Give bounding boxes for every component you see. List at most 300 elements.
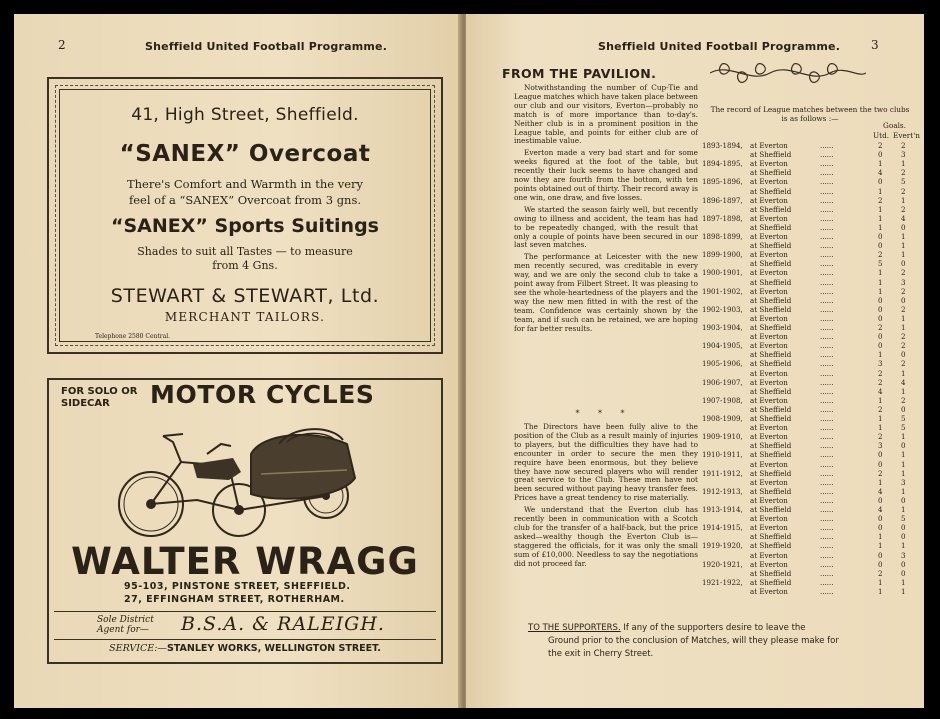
- everton-goals-cell: 2: [901, 286, 906, 296]
- dots-cell: ......: [820, 195, 834, 205]
- utd-goals-cell: 2: [878, 377, 883, 387]
- service-text: STANLEY WORKS, WELLINGTON STREET.: [166, 643, 381, 654]
- dots-cell: ......: [820, 277, 834, 287]
- paragraph-2: Everton made a very bad start and for some weeks figured at the foot of the table, but recently their luck seems to have changed and now they are fourth from the bottom, with ten points obtained out of thirty. Their record away is one win, one draw, and five losses.: [514, 148, 698, 202]
- venue-cell: at Everton: [750, 395, 788, 405]
- paragraph-6: We understand that the Everton club has recently been in communication with a Scotch club for the transfer of a half-back, but the price asked—wealthy though the Everton Club is—staggered the officials, for it was only the small sum of £10,000. Needless to say the negotiations did not proceed far.: [514, 505, 698, 568]
- dots-cell: ......: [820, 559, 834, 569]
- table-row: [702, 460, 917, 469]
- everton-header: Evert'n: [893, 131, 920, 140]
- venue-cell: at Everton: [750, 177, 788, 187]
- venue-cell: at Everton: [750, 232, 788, 241]
- paragraph-3: We started the season fairly well, but recently owing to illness and accident, the team has had to be repeatedly changed, with the result that only a couple of points have been secured in our last seven matches.: [514, 204, 698, 250]
- utd-goals-cell: 2: [878, 468, 883, 478]
- table-row: [702, 487, 917, 496]
- season-cell: 1894-1895,: [702, 159, 743, 169]
- motorcycle-sidecar-illustration: [111, 414, 371, 542]
- table-row: [702, 514, 917, 523]
- everton-goals-cell: 0: [901, 295, 906, 305]
- everton-goals-cell: 2: [901, 341, 906, 351]
- table-row: [702, 423, 917, 432]
- dots-cell: ......: [820, 450, 834, 460]
- everton-goals-cell: 5: [901, 414, 906, 423]
- dots-cell: ......: [820, 250, 834, 260]
- venue-cell: at Sheffield: [750, 323, 792, 332]
- utd-goals-cell: 2: [878, 323, 883, 332]
- venue-cell: at Everton: [750, 495, 788, 505]
- venue-cell: at Sheffield: [750, 450, 792, 460]
- everton-goals-cell: 1: [901, 323, 906, 332]
- paragraph-5: The Directors have been fully alive to the position of the Club as a result mainly of injuries to players, but the difficulties they have had to encounter in order to secure the men they require have been enormous, but they believe they have now secured players who will render great service to the Club. These men have not been secured without paying heavy transfer fees. Prices have a great tendency to rise materially.: [514, 422, 698, 503]
- table-row: [702, 332, 917, 341]
- everton-goals-cell: 0: [901, 559, 906, 569]
- table-row: [702, 587, 917, 596]
- dots-cell: ......: [820, 505, 834, 514]
- table-row: [702, 532, 917, 541]
- utd-goals-cell: 2: [878, 368, 883, 378]
- venue-cell: at Everton: [750, 341, 788, 351]
- table-row: [702, 523, 917, 532]
- venue-cell: at Everton: [750, 586, 788, 596]
- dots-cell: ......: [820, 150, 834, 160]
- season-cell: 1897-1898,: [702, 213, 743, 223]
- table-row: [702, 205, 917, 214]
- venue-cell: at Sheffield: [750, 304, 792, 314]
- season-cell: 1900-1901,: [702, 268, 743, 278]
- utd-goals-cell: 0: [878, 341, 883, 351]
- everton-goals-cell: 0: [901, 259, 906, 269]
- season-cell: 1906-1907,: [702, 377, 743, 387]
- everton-goals-cell: 1: [901, 368, 906, 378]
- dots-cell: ......: [820, 204, 834, 214]
- table-row: [702, 505, 917, 514]
- utd-goals-cell: 0: [878, 313, 883, 323]
- venue-cell: at Sheffield: [750, 295, 792, 305]
- shades-line-2: from 4 Gns.: [212, 259, 278, 272]
- table-row: [702, 378, 917, 387]
- table-row: [702, 296, 917, 305]
- everton-goals-cell: 1: [901, 468, 906, 478]
- utd-goals-cell: 1: [878, 186, 883, 196]
- table-row: [702, 569, 917, 578]
- table-row: [702, 469, 917, 478]
- everton-goals-cell: 2: [901, 186, 906, 196]
- venue-cell: at Sheffield: [750, 277, 792, 287]
- paragraph-4: The performance at Leicester with the new men recently secured, was creditable in every way, and we are only the second club to take a point away from Filbert Street. It was pleasing to see the whole-heartedness of the players and the way the new men fitted in with the rest of the team. Confidence was certainly shown by the team, and if such can be retained, we are hoping for far better results.: [514, 252, 698, 333]
- sanex-firm-name: STEWART & STEWART, Ltd.: [110, 285, 380, 307]
- utd-goals-cell: 1: [878, 586, 883, 596]
- utd-goals-cell: 0: [878, 332, 883, 342]
- everton-goals-cell: 1: [901, 232, 906, 241]
- supporters-notice: [528, 622, 908, 661]
- table-row: [702, 551, 917, 560]
- utd-goals-cell: 5: [878, 259, 883, 269]
- everton-goals-cell: 1: [901, 450, 906, 460]
- comfort-line-1: There's Comfort and Warmth in the very: [126, 177, 364, 191]
- dots-cell: ......: [820, 295, 834, 305]
- table-row: [702, 350, 917, 359]
- season-cell: 1914-1915,: [702, 523, 743, 533]
- utd-goals-cell: 0: [878, 177, 883, 187]
- season-cell: 1895-1896,: [702, 177, 743, 187]
- everton-goals-cell: 0: [901, 404, 906, 414]
- table-row: [702, 387, 917, 396]
- season-cell: 1908-1909,: [702, 414, 743, 423]
- dots-cell: ......: [820, 213, 834, 223]
- everton-goals-cell: 3: [901, 550, 906, 560]
- utd-goals-cell: 3: [878, 359, 883, 369]
- dots-cell: ......: [820, 568, 834, 578]
- season-cell: 1903-1904,: [702, 323, 743, 332]
- utd-goals-cell: 4: [878, 386, 883, 396]
- season-cell: 1912-1913,: [702, 486, 743, 496]
- season-cell: 1893-1894,: [702, 141, 743, 150]
- page-number-left: 2: [58, 38, 66, 52]
- venue-cell: at Sheffield: [750, 359, 792, 369]
- dots-cell: ......: [820, 541, 834, 551]
- dots-cell: ......: [820, 259, 834, 269]
- utd-goals-cell: 2: [878, 432, 883, 442]
- sanex-comfort-text: [49, 176, 441, 208]
- utd-goals-cell: 2: [878, 404, 883, 414]
- leaf-ornament-icon: [710, 60, 866, 86]
- paragraph-1: Notwithstanding the number of Cup-Tie and League matches which have taken place between our club and our visitors, Everton—probably no match is of more importance than to-day's. Neither club is in a prominent position in the League table, and points for either club are of inestimable value.: [514, 83, 698, 146]
- service-label: SERVICE:—: [109, 643, 167, 654]
- shades-line-1: Shades to suit all Tastes — to measure: [137, 245, 353, 258]
- venue-cell: at Everton: [750, 141, 788, 150]
- table-row: [702, 441, 917, 450]
- utd-goals-cell: 1: [878, 222, 883, 232]
- everton-goals-cell: 5: [901, 177, 906, 187]
- season-cell: 1905-1906,: [702, 359, 743, 369]
- dots-cell: ......: [820, 159, 834, 169]
- season-cell: 1899-1900,: [702, 250, 743, 260]
- dots-cell: ......: [820, 232, 834, 241]
- utd-goals-cell: 1: [878, 541, 883, 551]
- season-cell: 1907-1908,: [702, 395, 743, 405]
- dots-cell: ......: [820, 368, 834, 378]
- dots-cell: ......: [820, 577, 834, 587]
- solo-sidecar-text: [61, 386, 137, 410]
- venue-cell: at Sheffield: [750, 505, 792, 514]
- sanex-telephone: Telephone 2580 Central.: [95, 333, 171, 340]
- venue-cell: at Everton: [750, 268, 788, 278]
- record-caption: The record of League matches between the two clubs is as follows :—: [710, 105, 910, 123]
- utd-goals-cell: 1: [878, 477, 883, 487]
- dots-cell: ......: [820, 550, 834, 560]
- utd-goals-cell: 1: [878, 414, 883, 423]
- table-row: [702, 141, 917, 150]
- table-row: [702, 150, 917, 159]
- table-row: [702, 287, 917, 296]
- venue-cell: at Sheffield: [750, 441, 792, 451]
- utd-goals-cell: 0: [878, 514, 883, 524]
- table-row: [702, 323, 917, 332]
- table-row: [702, 232, 917, 241]
- everton-goals-cell: 1: [901, 432, 906, 442]
- everton-goals-cell: 2: [901, 141, 906, 150]
- dots-cell: ......: [820, 286, 834, 296]
- venue-cell: at Sheffield: [750, 350, 792, 360]
- utd-goals-cell: 1: [878, 286, 883, 296]
- motor-advert: [47, 378, 443, 664]
- utd-goals-cell: 1: [878, 159, 883, 169]
- table-row: [702, 196, 917, 205]
- table-row: [702, 177, 917, 186]
- utd-goals-cell: 0: [878, 559, 883, 569]
- dots-cell: ......: [820, 313, 834, 323]
- dots-cell: ......: [820, 359, 834, 369]
- utd-goals-cell: 0: [878, 523, 883, 533]
- season-cell: 1902-1903,: [702, 304, 743, 314]
- service-line: [49, 643, 441, 654]
- dots-cell: ......: [820, 268, 834, 278]
- comfort-line-2: feel of a “SANEX” Overcoat from 3 gns.: [128, 193, 362, 207]
- table-row: [702, 369, 917, 378]
- utd-goals-cell: 1: [878, 350, 883, 360]
- dots-cell: ......: [820, 350, 834, 360]
- venue-cell: at Everton: [750, 286, 788, 296]
- season-cell: 1910-1911,: [702, 450, 743, 460]
- everton-goals-cell: 0: [901, 222, 906, 232]
- table-row: [702, 187, 917, 196]
- table-row: [702, 223, 917, 232]
- venue-cell: at Sheffield: [750, 241, 792, 251]
- supporters-label: TO THE SUPPORTERS.: [528, 623, 621, 633]
- dots-cell: ......: [820, 514, 834, 524]
- venue-cell: at Sheffield: [750, 386, 792, 396]
- dots-cell: ......: [820, 141, 834, 150]
- motor-addresses: [124, 580, 351, 606]
- solo-line-2: SIDECAR: [61, 398, 110, 409]
- sanex-advert: [47, 77, 443, 354]
- supporters-line-1: If any of the supporters desire to leave the: [623, 623, 806, 633]
- everton-goals-cell: 0: [901, 568, 906, 578]
- dots-cell: ......: [820, 395, 834, 405]
- table-row: [702, 259, 917, 268]
- dots-cell: ......: [820, 186, 834, 196]
- everton-goals-cell: 5: [901, 514, 906, 524]
- supporters-line-3: the exit in Cherry Street.: [548, 649, 654, 659]
- article-column-2: [514, 423, 698, 569]
- venue-cell: at Everton: [750, 432, 788, 442]
- table-row: [702, 359, 917, 368]
- sanex-address: 41, High Street, Sheffield.: [131, 105, 359, 125]
- table-row: [702, 450, 917, 459]
- everton-goals-cell: 3: [901, 277, 906, 287]
- venue-cell: at Everton: [750, 514, 788, 524]
- dots-cell: ......: [820, 495, 834, 505]
- utd-goals-cell: 1: [878, 395, 883, 405]
- everton-goals-cell: 1: [901, 505, 906, 514]
- utd-goals-cell: 2: [878, 195, 883, 205]
- table-row: [702, 214, 917, 223]
- table-row: [702, 278, 917, 287]
- utd-goals-cell: 0: [878, 459, 883, 469]
- section-separator: * * *: [575, 409, 633, 418]
- everton-goals-cell: 1: [901, 313, 906, 323]
- everton-goals-cell: 2: [901, 395, 906, 405]
- table-row: [702, 478, 917, 487]
- supporters-line-2: Ground prior to the conclusion of Matches, will they please make for: [548, 636, 839, 646]
- venue-cell: at Everton: [750, 213, 788, 223]
- everton-goals-cell: 0: [901, 532, 906, 542]
- running-header-right: Sheffield United Football Programme.: [598, 40, 841, 53]
- everton-goals-cell: 3: [901, 150, 906, 160]
- dots-cell: ......: [820, 241, 834, 251]
- season-cell: 1896-1897,: [702, 195, 743, 205]
- venue-cell: at Everton: [750, 523, 788, 533]
- dots-cell: ......: [820, 441, 834, 451]
- everton-goals-cell: 1: [901, 577, 906, 587]
- utd-header: Utd.: [873, 131, 890, 140]
- everton-goals-cell: 1: [901, 586, 906, 596]
- table-row: [702, 541, 917, 550]
- sole-agent-label: [97, 615, 154, 635]
- everton-goals-cell: 0: [901, 495, 906, 505]
- dots-cell: ......: [820, 177, 834, 187]
- utd-goals-cell: 1: [878, 268, 883, 278]
- utd-goals-cell: 3: [878, 441, 883, 451]
- utd-goals-cell: 0: [878, 150, 883, 160]
- sanex-trade: MERCHANT TAILORS.: [164, 310, 326, 324]
- pavilion-title: FROM THE PAVILION.: [502, 66, 657, 81]
- utd-goals-cell: 2: [878, 250, 883, 260]
- running-header-left: Sheffield United Football Programme.: [145, 40, 388, 53]
- venue-cell: at Sheffield: [750, 468, 792, 478]
- dots-cell: ......: [820, 432, 834, 442]
- walter-wragg-name: WALTER WRAGG: [71, 540, 419, 583]
- left-page: [14, 14, 462, 708]
- sole-agent-block: [54, 611, 436, 640]
- venue-cell: at Everton: [750, 377, 788, 387]
- sole-line-1: Sole District: [97, 615, 154, 625]
- venue-cell: at Sheffield: [750, 259, 792, 269]
- dots-cell: ......: [820, 523, 834, 533]
- everton-goals-cell: 1: [901, 159, 906, 169]
- venue-cell: at Sheffield: [750, 404, 792, 414]
- table-row: [702, 314, 917, 323]
- everton-goals-cell: 2: [901, 332, 906, 342]
- venue-cell: at Everton: [750, 459, 788, 469]
- address-line-1: 95-103, PINSTONE STREET, SHEFFIELD.: [124, 581, 351, 592]
- utd-goals-cell: 0: [878, 450, 883, 460]
- table-row: [702, 560, 917, 569]
- venue-cell: at Sheffield: [750, 541, 792, 551]
- venue-cell: at Sheffield: [750, 414, 792, 423]
- venue-cell: at Everton: [750, 332, 788, 342]
- venue-cell: at Everton: [750, 195, 788, 205]
- utd-goals-cell: 0: [878, 232, 883, 241]
- dots-cell: ......: [820, 486, 834, 496]
- utd-goals-cell: 0: [878, 495, 883, 505]
- sanex-suitings-heading: “SANEX” Sports Suitings: [111, 215, 379, 237]
- dots-cell: ......: [820, 459, 834, 469]
- table-row: [702, 578, 917, 587]
- everton-goals-cell: 2: [901, 304, 906, 314]
- dots-cell: ......: [820, 222, 834, 232]
- utd-goals-cell: 0: [878, 241, 883, 251]
- utd-goals-cell: 2: [878, 568, 883, 578]
- utd-goals-cell: 1: [878, 577, 883, 587]
- dots-cell: ......: [820, 304, 834, 314]
- utd-goals-cell: 1: [878, 532, 883, 542]
- season-cell: 1909-1910,: [702, 432, 743, 442]
- goals-header: Goals.: [883, 121, 906, 130]
- utd-goals-cell: 1: [878, 213, 883, 223]
- venue-cell: at Everton: [750, 559, 788, 569]
- everton-goals-cell: 4: [901, 213, 906, 223]
- everton-goals-cell: 3: [901, 477, 906, 487]
- table-row: [702, 432, 917, 441]
- season-cell: 1920-1921,: [702, 559, 743, 569]
- venue-cell: at Everton: [750, 250, 788, 260]
- everton-goals-cell: 1: [901, 459, 906, 469]
- venue-cell: at Everton: [750, 368, 788, 378]
- dots-cell: ......: [820, 468, 834, 478]
- dots-cell: ......: [820, 414, 834, 423]
- season-cell: 1904-1905,: [702, 341, 743, 351]
- dots-cell: ......: [820, 341, 834, 351]
- everton-goals-cell: 1: [901, 541, 906, 551]
- utd-goals-cell: 0: [878, 304, 883, 314]
- everton-goals-cell: 0: [901, 441, 906, 451]
- table-row: [702, 241, 917, 250]
- everton-goals-cell: 2: [901, 204, 906, 214]
- everton-goals-cell: 1: [901, 195, 906, 205]
- venue-cell: at Sheffield: [750, 486, 792, 496]
- everton-goals-cell: 4: [901, 377, 906, 387]
- venue-cell: at Sheffield: [750, 150, 792, 160]
- address-line-2: 27, EFFINGHAM STREET, ROTHERHAM.: [124, 594, 345, 605]
- solo-line-1: FOR SOLO OR: [61, 386, 138, 397]
- table-row: [702, 168, 917, 177]
- utd-goals-cell: 0: [878, 295, 883, 305]
- dots-cell: ......: [820, 477, 834, 487]
- utd-goals-cell: 4: [878, 505, 883, 514]
- everton-goals-cell: 0: [901, 350, 906, 360]
- right-page: [466, 14, 924, 708]
- article-column-1: [514, 84, 698, 333]
- table-row: [702, 250, 917, 259]
- everton-goals-cell: 0: [901, 523, 906, 533]
- venue-cell: at Sheffield: [750, 568, 792, 578]
- season-cell: 1913-1914,: [702, 505, 743, 514]
- season-cell: 1898-1899,: [702, 232, 743, 241]
- dots-cell: ......: [820, 386, 834, 396]
- utd-goals-cell: 1: [878, 204, 883, 214]
- dots-cell: ......: [820, 532, 834, 542]
- dots-cell: ......: [820, 323, 834, 332]
- dots-cell: ......: [820, 377, 834, 387]
- venue-cell: at Everton: [750, 423, 788, 433]
- utd-goals-cell: 2: [878, 141, 883, 150]
- table-row: [702, 341, 917, 350]
- table-row: [702, 414, 917, 423]
- dots-cell: ......: [820, 332, 834, 342]
- everton-goals-cell: 1: [901, 386, 906, 396]
- table-row: [702, 396, 917, 405]
- utd-goals-cell: 0: [878, 550, 883, 560]
- utd-goals-cell: 1: [878, 277, 883, 287]
- venue-cell: at Everton: [750, 477, 788, 487]
- venue-cell: at Everton: [750, 313, 788, 323]
- page-number-right: 3: [871, 38, 879, 52]
- utd-goals-cell: 4: [878, 168, 883, 178]
- dots-cell: ......: [820, 586, 834, 596]
- venue-cell: at Sheffield: [750, 204, 792, 214]
- dots-cell: ......: [820, 168, 834, 178]
